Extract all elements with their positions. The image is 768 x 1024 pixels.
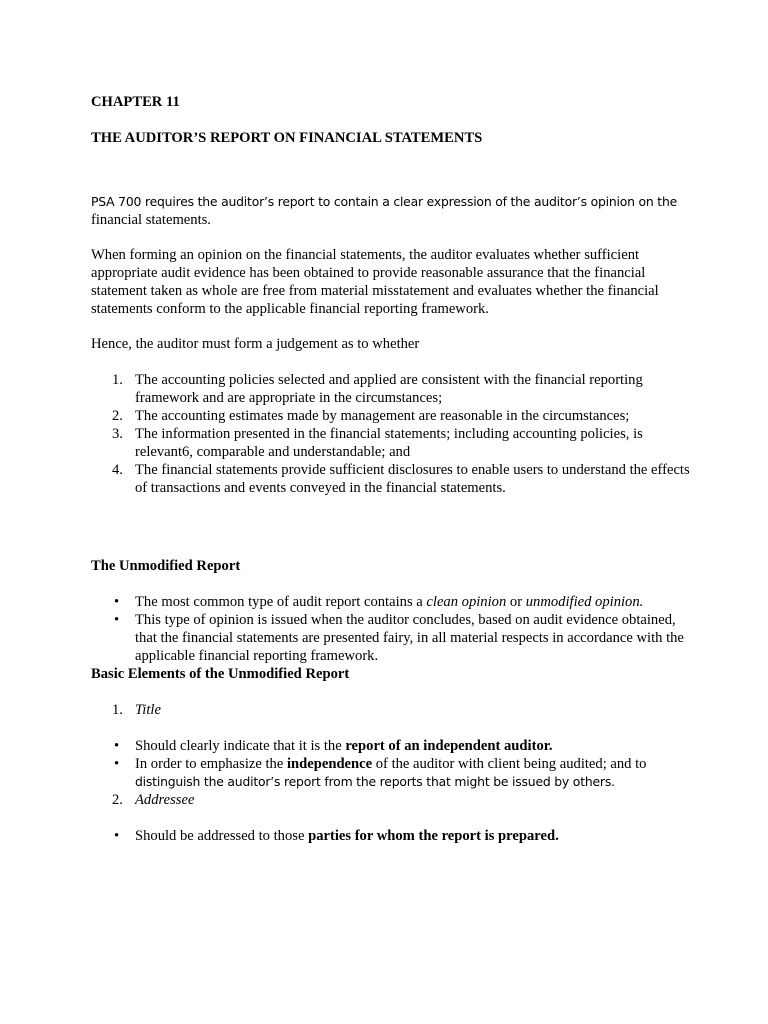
bullet-icon: • bbox=[114, 612, 120, 628]
list-item bbox=[91, 737, 691, 755]
bullet-icon: • bbox=[114, 756, 120, 772]
list-item-text: The accounting estimates made by management are reasonable in the circumstances; bbox=[135, 408, 630, 424]
unmodified-opinion-term: unmodified opinion. bbox=[525, 594, 644, 610]
list-item bbox=[91, 461, 691, 497]
list-item-text: The financial statements provide sufficient disclosures to enable users to understand the effects of transactions and events conveyed in the financial statements. bbox=[135, 462, 690, 496]
bullet-text: This type of opinion is issued when the auditor concludes, based on audit evidence obtained, that the financial statements are presented fairy, in all material respects in accordance with the applicable financial reporting framework. bbox=[135, 612, 684, 664]
basic-elements-heading: Basic Elements of the Unmodified Report bbox=[91, 666, 350, 682]
list-item bbox=[91, 425, 691, 461]
intro-continuation: financial statements. bbox=[91, 212, 211, 228]
intro-text: PSA 700 requires the auditor’s report to contain a clear expression of the auditor’s opinion on the bbox=[91, 194, 678, 209]
bullet-text: Should be addressed to those bbox=[135, 828, 309, 844]
bullet-icon: • bbox=[114, 594, 120, 610]
element-label: Addressee bbox=[135, 792, 195, 808]
list-item bbox=[91, 611, 691, 665]
clean-opinion-term: clean opinion bbox=[426, 594, 507, 610]
bullet-text: of the auditor with client being audited; and to bbox=[372, 756, 647, 772]
bullet-text: or bbox=[506, 594, 526, 610]
list-number: 2. bbox=[112, 792, 123, 808]
list-item bbox=[91, 593, 691, 611]
list-number: 2. bbox=[112, 408, 123, 424]
list-number: 3. bbox=[112, 426, 123, 442]
list-item bbox=[91, 407, 691, 425]
element-title-heading bbox=[91, 701, 691, 719]
bold-phrase: parties for whom the report is prepared. bbox=[308, 828, 559, 844]
bold-phrase: report of an independent auditor. bbox=[345, 738, 553, 754]
list-number: 1. bbox=[112, 372, 123, 388]
bullet-text: The most common type of audit report contains a bbox=[135, 594, 427, 610]
judgement-list bbox=[91, 371, 691, 497]
judgement-intro: Hence, the auditor must form a judgement as to whether bbox=[91, 336, 420, 352]
bullet-text: Should clearly indicate that it is the bbox=[135, 738, 346, 754]
list-number: 4. bbox=[112, 462, 123, 478]
bold-phrase: independence bbox=[286, 756, 373, 772]
list-item bbox=[91, 827, 691, 845]
unmodified-bullets bbox=[91, 593, 691, 665]
addressee-bullets bbox=[91, 827, 691, 845]
list-item-text: The information presented in the financial statements; including accounting policies, is relevant6, comparable and understandable; and bbox=[135, 426, 643, 460]
chapter-title: THE AUDITOR’S REPORT ON FINANCIAL STATEMENTS bbox=[91, 130, 483, 146]
bullet-icon: • bbox=[114, 738, 120, 754]
bullet-text: In order to emphasize the bbox=[135, 756, 287, 772]
evaluation-paragraph: When forming an opinion on the financial statements, the auditor evaluates whether sufficient appropriate audit evidence has been obtained to provide reasonable assurance that the financial statement taken as whole are free from material misstatement and evaluates whether the financial statements conform to the applicable financial reporting framework. bbox=[91, 247, 659, 317]
element-addressee-heading bbox=[91, 791, 691, 809]
unmodified-report-heading: The Unmodified Report bbox=[91, 558, 241, 574]
list-number: 1. bbox=[112, 702, 123, 718]
intro-paragraph bbox=[91, 193, 691, 229]
list-item-text: The accounting policies selected and applied are consistent with the financial reporting framework and are appropriate in the circumstances; bbox=[135, 372, 643, 406]
bullet-text: distinguish the auditor’s report from the reports that might be issued by others. bbox=[135, 774, 615, 789]
chapter-number: CHAPTER 11 bbox=[91, 94, 180, 110]
list-item bbox=[91, 755, 691, 791]
element-label: Title bbox=[135, 702, 161, 718]
bullet-icon: • bbox=[114, 828, 120, 844]
title-bullets bbox=[91, 737, 691, 791]
document-page bbox=[91, 93, 691, 845]
list-item bbox=[91, 371, 691, 407]
